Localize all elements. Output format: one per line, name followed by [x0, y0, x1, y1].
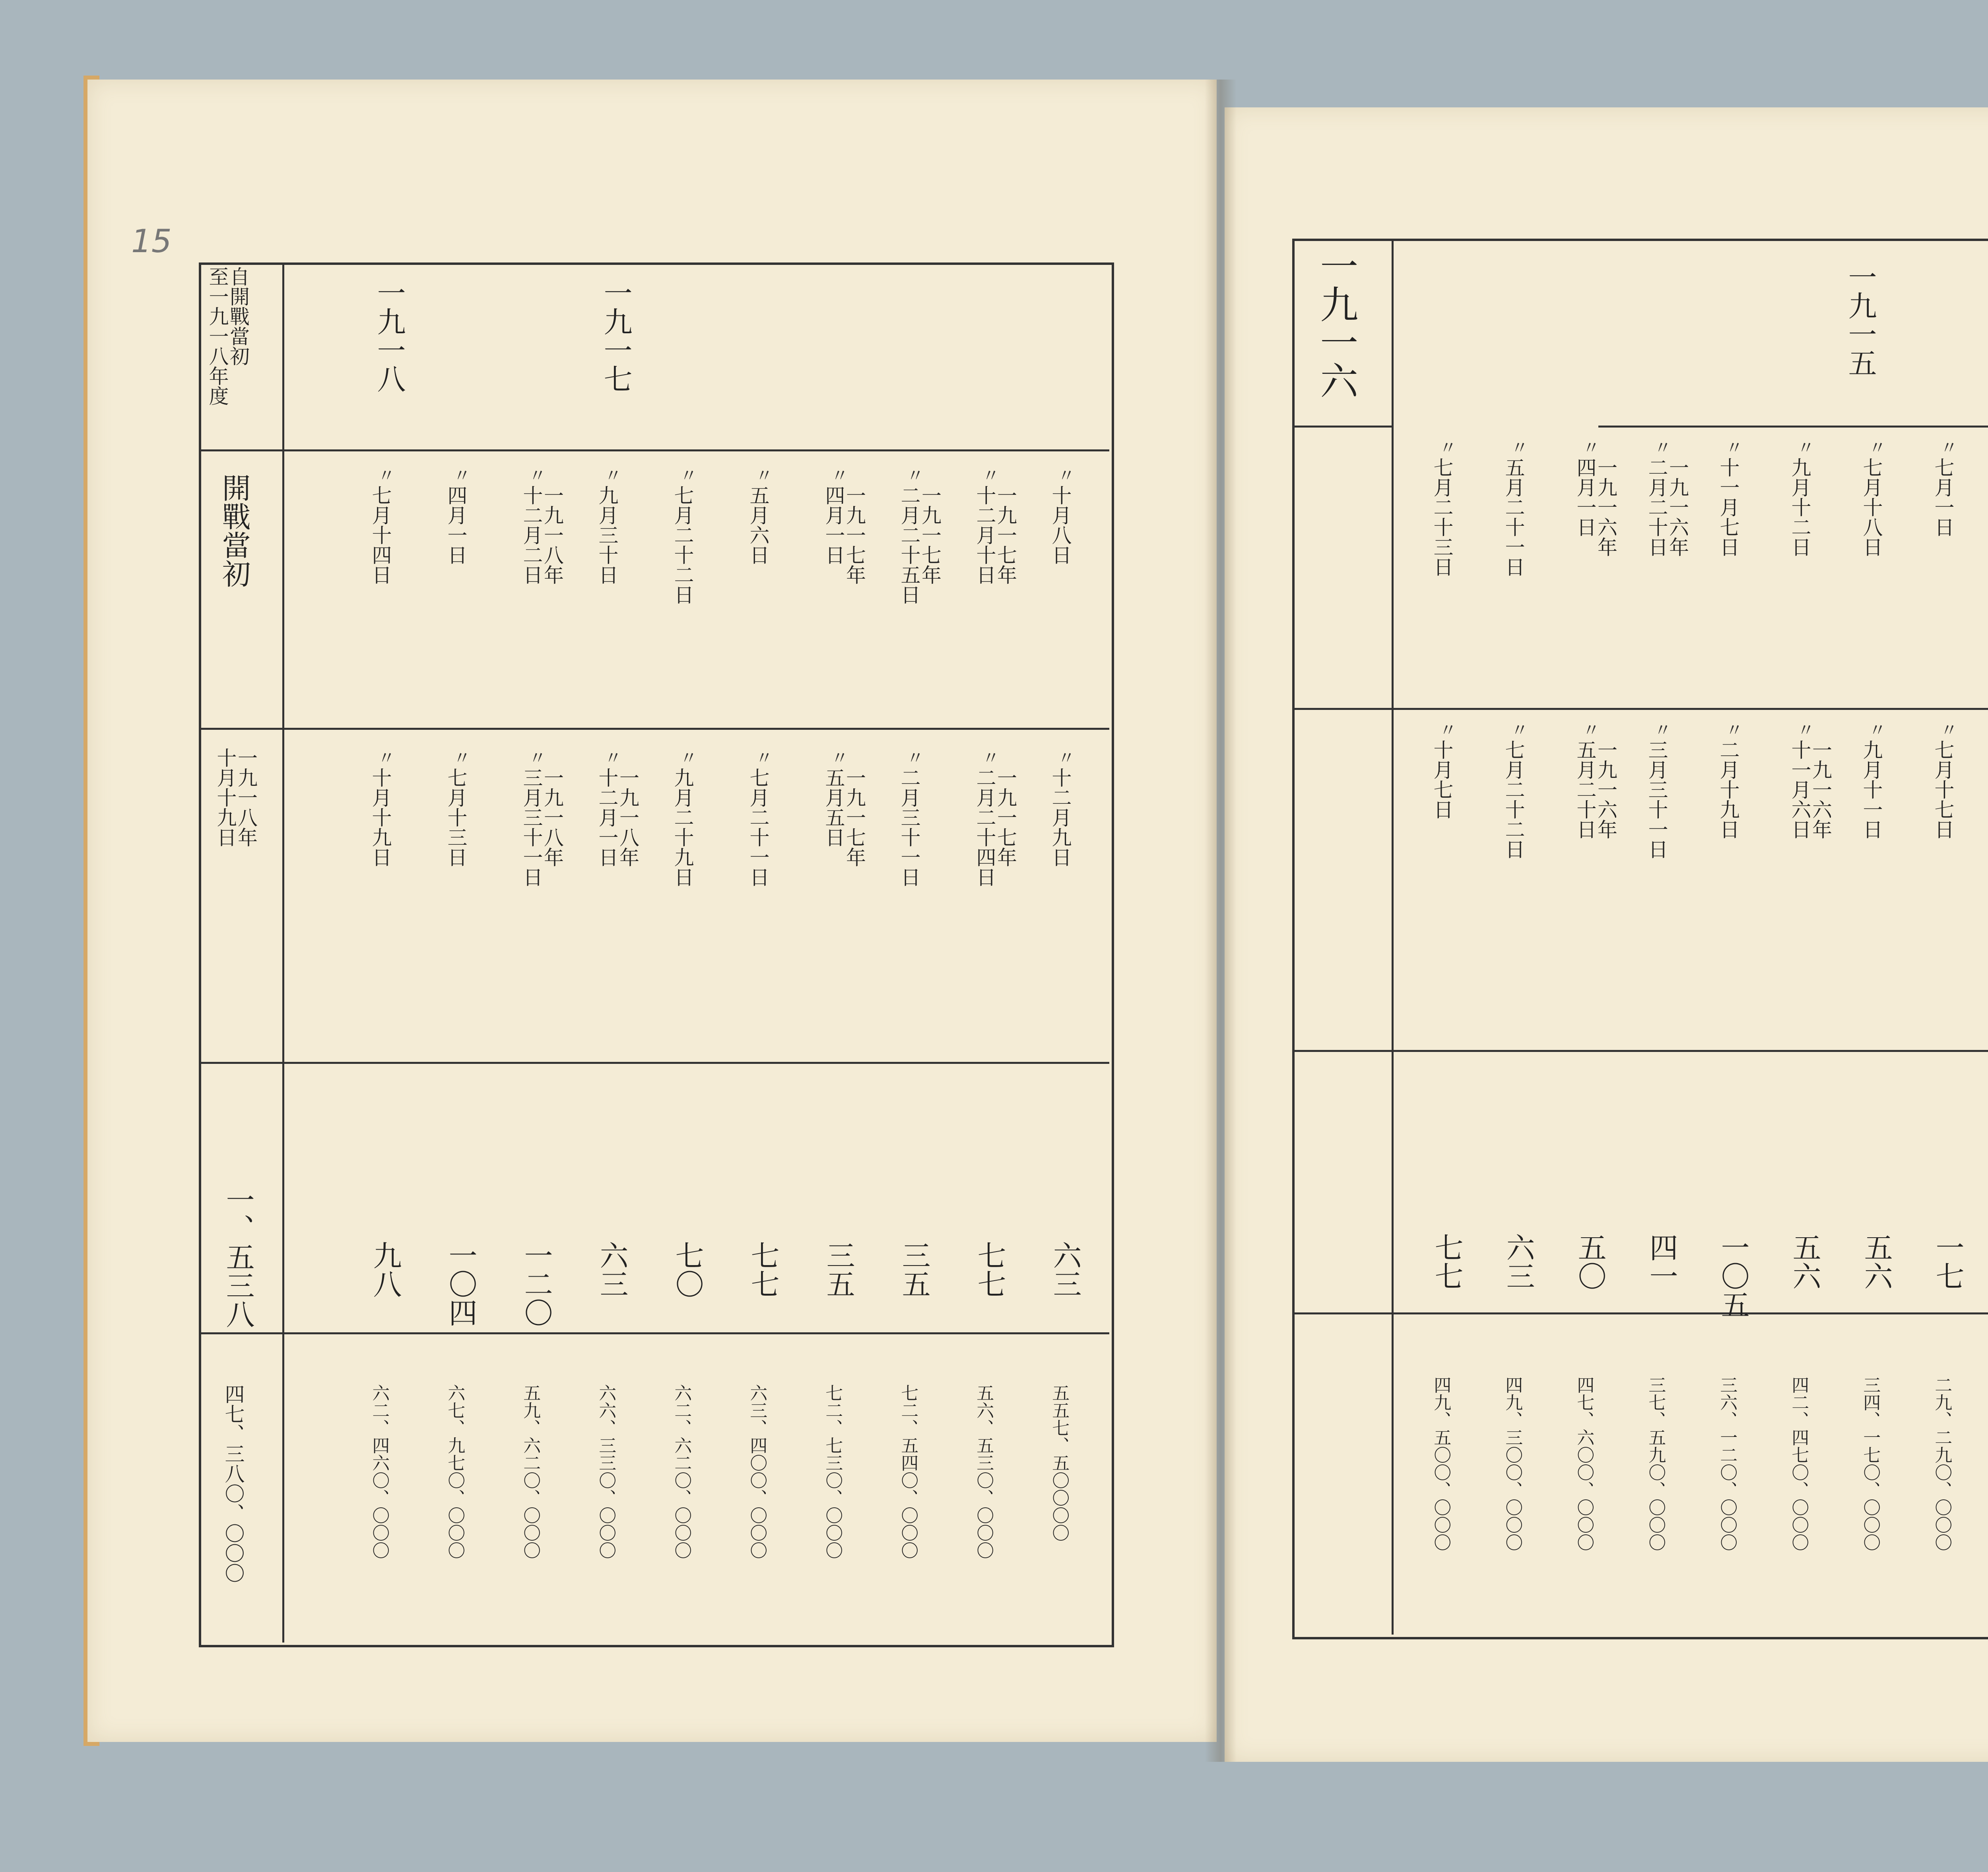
- ditto-mark: 〃: [529, 466, 546, 486]
- ditto-mark: 〃: [1511, 438, 1528, 458]
- year-1915: 一九一五: [1843, 262, 1877, 377]
- ditto-mark: 〃: [378, 466, 395, 486]
- ditto-mark: 〃: [755, 748, 773, 768]
- col-start: 五月二十一日: [1502, 457, 1525, 577]
- col-start: 一九一六年 四月一日: [1573, 457, 1617, 557]
- col-end: 三月三十一日: [1645, 740, 1668, 859]
- ditto-mark: 〃: [907, 466, 924, 486]
- ditto-mark: 〃: [604, 466, 622, 486]
- col-cost: 六二、六二〇、〇〇〇: [671, 1384, 692, 1559]
- col-cost: 六二、四六〇、〇〇〇: [369, 1384, 390, 1559]
- book-gutter: [1205, 80, 1237, 1762]
- col-start: 一九一八年 十二月二日: [520, 485, 564, 585]
- ditto-mark: 〃: [1654, 438, 1672, 458]
- col-days: 七〇: [670, 1241, 704, 1298]
- ditto-mark: 〃: [1726, 720, 1743, 741]
- col-start: 四月一日: [444, 485, 468, 565]
- ditto-mark: 〃: [1058, 466, 1075, 486]
- col-days: 六三: [595, 1241, 629, 1298]
- period-label: 自開戰當初 至一九一八年度: [206, 266, 250, 406]
- col-cost: 五六、五三〇、〇〇〇: [973, 1384, 994, 1559]
- col-days: 五六: [1859, 1233, 1893, 1290]
- col-end: 七月二十一日: [746, 768, 770, 887]
- ditto-mark: 〃: [1654, 720, 1672, 741]
- summary-days: 一、五三八: [221, 1185, 255, 1328]
- col-days: 三五: [821, 1241, 855, 1298]
- col-end: 十二月九日: [1048, 768, 1072, 867]
- col-start: 五月六日: [746, 485, 770, 565]
- summary-end-date: 一九一八年 十月十九日: [214, 748, 258, 847]
- ditto-mark: 〃: [453, 748, 471, 768]
- col-days: 七七: [1430, 1233, 1464, 1290]
- col-cost: 二九、二九〇、〇〇〇: [1932, 1376, 1952, 1551]
- col-start: 九月三十日: [595, 485, 619, 585]
- col-cost: 四二、四七〇、〇〇〇: [1788, 1376, 1809, 1551]
- left-page-number: 15: [131, 223, 172, 260]
- ditto-mark: 〃: [1439, 438, 1457, 458]
- ditto-mark: 〃: [529, 748, 546, 768]
- col-start: 七月二十三日: [1430, 457, 1454, 577]
- col-days: 五六: [1788, 1233, 1821, 1290]
- col-end: 七月十七日: [1931, 740, 1955, 839]
- ditto-mark: 〃: [1439, 720, 1457, 741]
- col-end: 一九一八年 十二月一日: [595, 768, 639, 867]
- col-days: 四一: [1644, 1233, 1678, 1290]
- col-days: 七七: [746, 1241, 780, 1298]
- col-end: 二月十九日: [1716, 740, 1740, 839]
- col-start: 七月一日: [1931, 457, 1955, 537]
- col-days: 六三: [1501, 1233, 1535, 1290]
- ditto-mark: 〃: [982, 748, 1000, 768]
- ditto-mark: 〃: [1726, 438, 1743, 458]
- col-cost: 六六、三三〇、〇〇〇: [596, 1384, 616, 1559]
- col-cost: 三四、一七〇、〇〇〇: [1860, 1376, 1881, 1551]
- col-cost: 六七、九七〇、〇〇〇: [445, 1384, 465, 1559]
- right-table-rule: [1598, 426, 1988, 428]
- col-cost: 六三、四〇〇、〇〇〇: [747, 1384, 767, 1559]
- col-end: 十月十九日: [369, 768, 392, 867]
- ditto-mark: 〃: [680, 748, 697, 768]
- col-start: 一九一七年 十二月十日: [973, 485, 1017, 585]
- col-start: 一九一六年 二月二十日: [1645, 457, 1689, 557]
- col-cost: 四九、五〇〇、〇〇〇: [1431, 1376, 1451, 1551]
- right-table-rule: [1292, 1050, 1988, 1052]
- left-table-rule: [199, 728, 1109, 730]
- col-days: 九八: [368, 1241, 402, 1298]
- ditto-mark: 〃: [378, 748, 395, 768]
- col-end: 十月七日: [1430, 740, 1454, 819]
- left-table-rule: [199, 449, 1109, 451]
- right-table-rule: [1392, 239, 1394, 1635]
- ditto-mark: 〃: [1582, 438, 1600, 458]
- ditto-mark: 〃: [1058, 748, 1075, 768]
- col-end: 七月十三日: [444, 768, 468, 867]
- ditto-mark: 〃: [1797, 438, 1815, 458]
- col-days: 六三: [1048, 1241, 1082, 1298]
- ditto-mark: 〃: [1582, 720, 1600, 741]
- col-days: 一二〇: [519, 1241, 553, 1327]
- left-table-rule: [199, 1062, 1109, 1064]
- ditto-mark: 〃: [1797, 720, 1815, 741]
- ditto-mark: 〃: [831, 466, 848, 486]
- right-table-rule: [1292, 426, 1392, 428]
- col-end: 二月三十一日: [897, 768, 921, 887]
- header-year: 一九一七: [599, 278, 633, 393]
- col-end: 一九一八年 三月三十一日: [520, 768, 564, 887]
- col-start: 十月八日: [1048, 485, 1072, 565]
- right-table-rule: [1292, 708, 1988, 710]
- ditto-mark: 〃: [755, 466, 773, 486]
- col-cost: 四七、六〇〇、〇〇〇: [1574, 1376, 1594, 1551]
- col-start: 七月十八日: [1860, 457, 1883, 557]
- ditto-mark: 〃: [831, 748, 848, 768]
- col-days: 三五: [897, 1241, 931, 1298]
- col-end: 一九一七年 二月二十四日: [973, 768, 1017, 887]
- ditto-mark: 〃: [1869, 720, 1886, 741]
- col-end: 一九一六年 五月二十日: [1573, 740, 1617, 839]
- summary-cost: 四七、三八〇、〇〇〇: [221, 1384, 245, 1583]
- ditto-mark: 〃: [907, 748, 924, 768]
- ditto-mark: 〃: [1940, 438, 1958, 458]
- right-table-rule: [1292, 1312, 1988, 1314]
- col-start: 七月十四日: [369, 485, 392, 585]
- col-end: 一九一六年 十一月六日: [1788, 740, 1832, 839]
- left-table-rule: [282, 262, 284, 1643]
- col-end: 九月二十九日: [671, 768, 694, 887]
- col-cost: 七二、七三〇、〇〇〇: [822, 1384, 843, 1559]
- col-cost: 四九、三〇〇、〇〇〇: [1502, 1376, 1523, 1551]
- ditto-mark: 〃: [453, 466, 471, 486]
- row-label-start: 開戰當初: [217, 473, 251, 588]
- col-cost: 三七、五九〇、〇〇〇: [1645, 1376, 1666, 1551]
- col-days: 一〇四: [444, 1241, 478, 1327]
- col-days: 一七: [1931, 1233, 1965, 1290]
- ditto-mark: 〃: [982, 466, 1000, 486]
- year-1916: 一九一六: [1314, 247, 1359, 399]
- col-end: 七月二十二日: [1502, 740, 1525, 859]
- header-year: 一九一八: [372, 278, 406, 393]
- col-cost: 七二、五四〇、〇〇〇: [898, 1384, 918, 1559]
- col-start: 十一月七日: [1716, 457, 1740, 557]
- col-days: 一〇五: [1716, 1233, 1750, 1319]
- ditto-mark: 〃: [604, 748, 622, 768]
- col-start: 一九一七年 二月二十五日: [897, 485, 942, 605]
- col-cost: 三六、一二〇、〇〇〇: [1717, 1376, 1738, 1551]
- col-start: 一九一七年 四月一日: [822, 485, 866, 585]
- ditto-mark: 〃: [1940, 720, 1958, 741]
- ditto-mark: 〃: [1511, 720, 1528, 741]
- col-cost: 五九、六二〇、〇〇〇: [520, 1384, 541, 1559]
- col-start: 七月二十二日: [671, 485, 694, 605]
- col-start: 九月十二日: [1788, 457, 1811, 557]
- col-end: 一九一七年 五月五日: [822, 768, 866, 867]
- col-days: 五〇: [1573, 1233, 1607, 1290]
- ditto-mark: 〃: [680, 466, 697, 486]
- ditto-mark: 〃: [1869, 438, 1886, 458]
- col-days: 七七: [973, 1241, 1006, 1298]
- col-cost: 五五七、五〇〇〇〇: [1049, 1384, 1070, 1542]
- left-table-rule: [199, 1332, 1109, 1334]
- col-end: 九月十一日: [1860, 740, 1883, 839]
